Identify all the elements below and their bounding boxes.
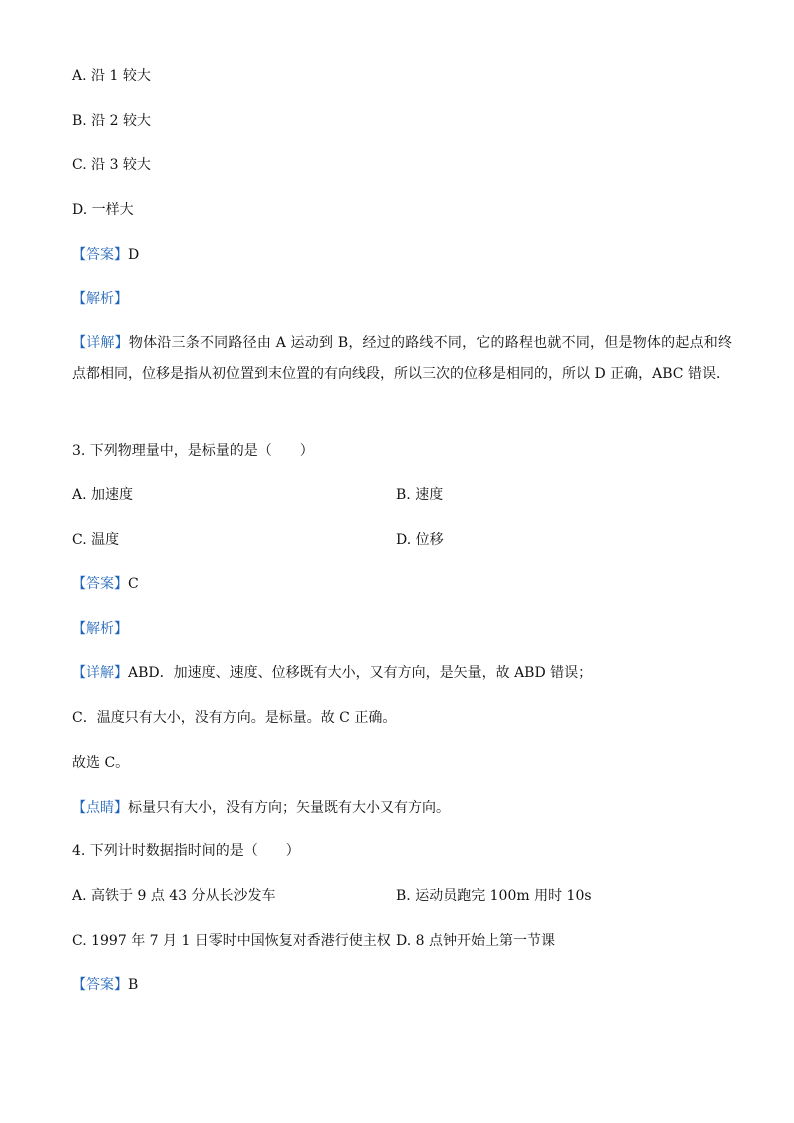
detail-text: ABD．加速度、速度、位移既有大小，又有方向，是矢量，故 ABD 错误； (128, 665, 593, 681)
comment-text: 标量只有大小，没有方向；矢量既有大小又有方向。 (128, 800, 450, 816)
q3-detail-line-2: C．温度只有大小，没有方向。是标量。故 C 正确。 (72, 710, 397, 726)
question-4-stem: 4. 下列计时数据指时间的是（ ） (72, 843, 300, 859)
q3-comment-line (72, 799, 450, 817)
answer-value: C (128, 576, 139, 592)
q3-option-a: A. 加速度 (72, 487, 134, 503)
answer-value: D (128, 247, 140, 263)
question-3-stem: 3. 下列物理量中，是标量的是（ ） (72, 443, 314, 459)
analysis-tag: 【解析】 (72, 621, 128, 637)
detail-tag: 【详解】 (72, 335, 129, 351)
detail-tag: 【详解】 (72, 665, 128, 681)
q3-answer-line (72, 575, 139, 593)
answer-line (72, 246, 139, 264)
option-a: A. 沿 1 较大 (72, 68, 151, 84)
answer-value: B (128, 977, 139, 993)
answer-tag: 【答案】 (72, 247, 128, 263)
q3-detail-line-1 (72, 664, 592, 682)
q4-option-b: B. 运动员跑完 100m 用时 10s (396, 888, 592, 904)
q4-option-c: C. 1997 年 7 月 1 日零时中国恢复对香港行使主权 (72, 933, 391, 949)
q3-analysis-line (72, 620, 128, 638)
detail-text: 物体沿三条不同路径由 A 运动到 B，经过的路线不同，它的路程也就不同，但是物体的起点和终点都相同，位移是指从初位置到末位置的有向线段，所以三次的位移是相同的，所以 D 正确，ABC 错误． (72, 335, 732, 382)
comment-tag: 【点睛】 (72, 800, 128, 816)
option-b: B. 沿 2 较大 (72, 113, 151, 129)
answer-tag: 【答案】 (72, 576, 128, 592)
q4-answer-line (72, 976, 138, 994)
q3-option-d: D. 位移 (396, 532, 444, 548)
analysis-line (72, 290, 128, 308)
q4-option-d: D. 8 点钟开始上第一节课 (396, 933, 555, 949)
q3-option-b: B. 速度 (396, 487, 444, 503)
option-d: D. 一样大 (72, 202, 134, 218)
q4-option-a: A. 高铁于 9 点 43 分从长沙发车 (72, 888, 276, 904)
analysis-tag: 【解析】 (72, 291, 128, 307)
option-c: C. 沿 3 较大 (72, 157, 151, 173)
answer-tag: 【答案】 (72, 977, 128, 993)
q3-detail-line-3: 故选 C。 (72, 755, 130, 771)
detail-paragraph (72, 328, 732, 390)
q3-option-c: C. 温度 (72, 532, 120, 548)
